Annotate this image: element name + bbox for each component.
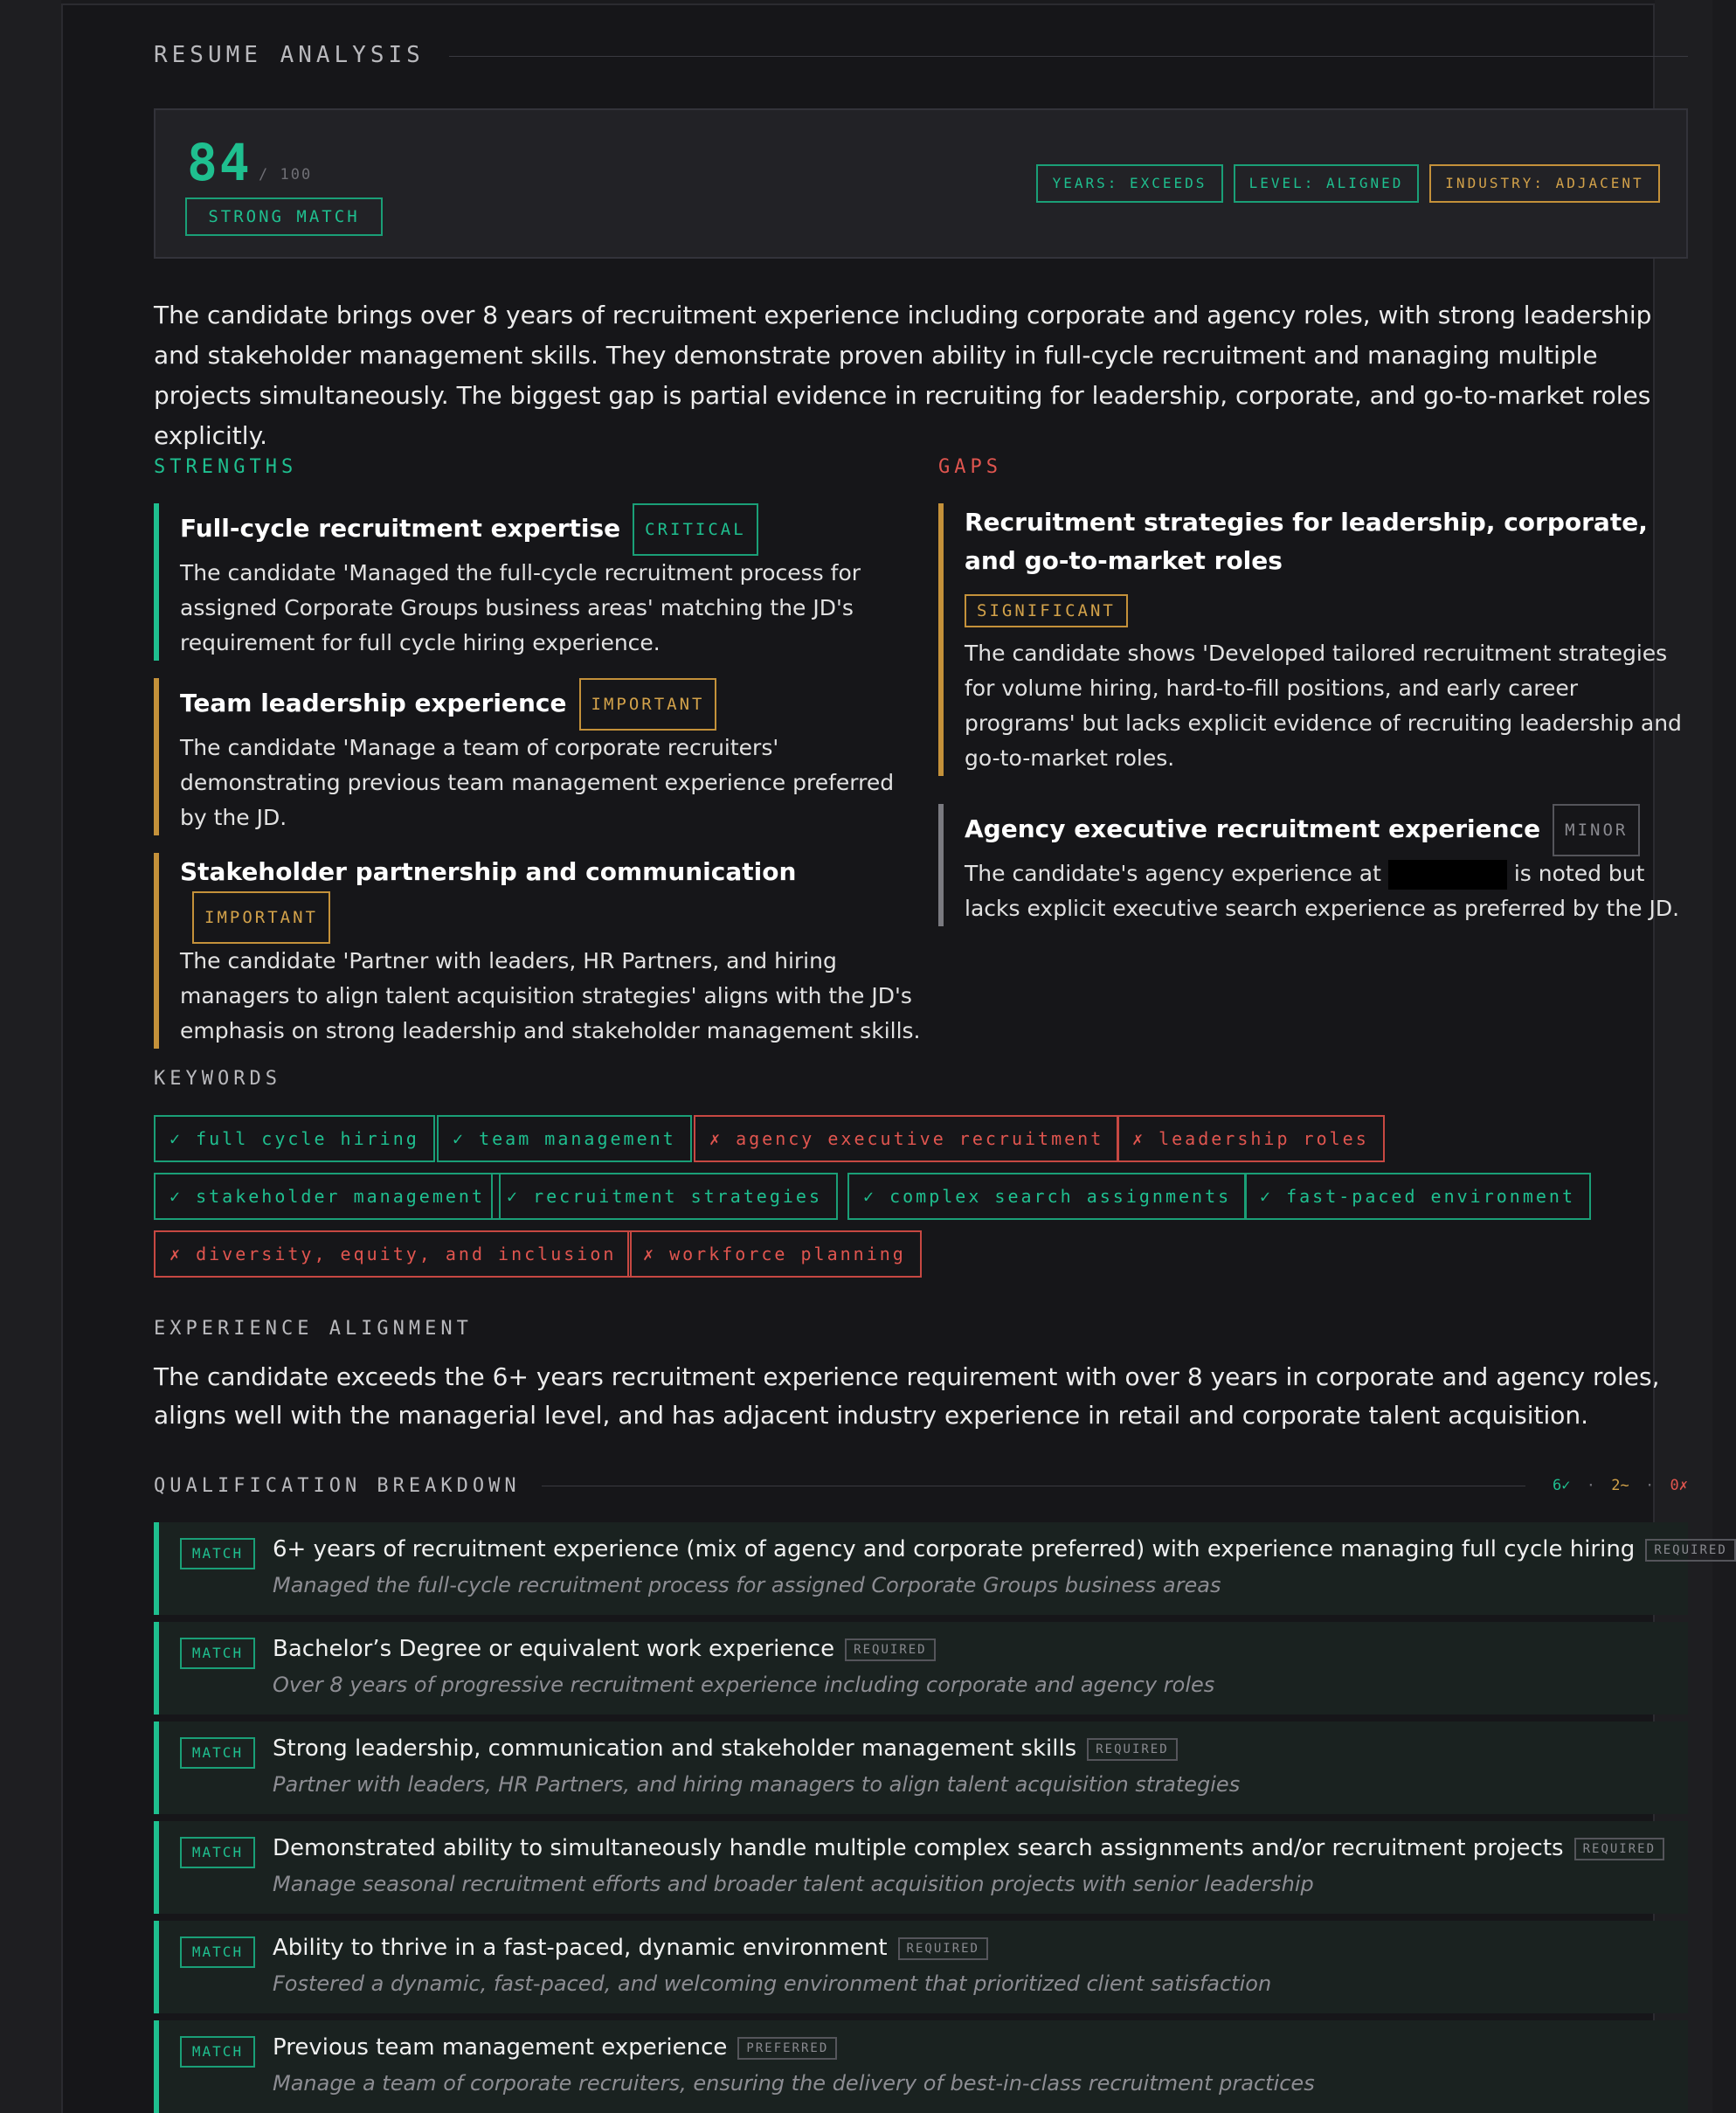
severity-badge: SIGNIFICANT [965,594,1128,627]
qualification-evidence: Manage seasonal recruitment efforts and broader talent acquisition projects with senior leadership [273,1872,1314,1896]
qualification-evidence: Managed the full-cycle recruitment process for assigned Corporate Groups business areas [273,1573,1221,1597]
strength-item [154,678,923,835]
keyword-chip: ✓ full cycle hiring [154,1115,435,1162]
experience-heading: EXPERIENCE ALIGNMENT [154,1318,473,1340]
gap-accent [938,503,944,776]
strength-body: The candidate 'Partner with leaders, HR Partners, and hiring managers to align talent acquisition strategies' aligns with the JD's emphasis on strong leadership and stakeholder management skills. [180,948,921,1043]
requirement-badge: REQUIRED [845,1638,935,1661]
fit-tag-industry: INDUSTRY: ADJACENT [1429,164,1660,203]
qualification-title-text: Bachelor’s Degree or equivalent work experience [273,1636,835,1662]
keyword-chip: ✓ team management [437,1115,692,1162]
qualification-row [154,1921,1688,2013]
requirement-badge: PREFERRED [737,2037,837,2060]
qualification-counts [1553,1477,1688,1494]
strengths-heading: STRENGTHS [154,456,298,478]
requirement-badge: REQUIRED [1087,1738,1177,1761]
match-badge: MATCH [180,1936,255,1968]
strength-title-text: Full-cycle recruitment expertise [180,514,621,543]
gap-item [938,804,1688,926]
fit-tag-level: LEVEL: ALIGNED [1234,164,1419,203]
severity-badge: CRITICAL [633,503,758,556]
requirement-badge: REQUIRED [1645,1539,1735,1562]
analysis-panel [61,3,1727,2113]
qualification-evidence: Fostered a dynamic, fast-paced, and welcoming environment that prioritized client satisfaction [273,1971,1272,1996]
severity-badge: IMPORTANT [192,891,330,944]
gap-title [965,804,1688,856]
strength-title [180,678,923,731]
qualification-title [273,2034,837,2061]
gap-body: The candidate shows 'Developed tailored recruitment strategies for volume hiring, hard-to-fill positions, and early career programs' but lacks explicit evidence of recruiting leadership and go-to-market roles. [965,641,1682,771]
qualification-row [154,1522,1727,1615]
keyword-chip: ✗ workforce planning [627,1230,922,1278]
keyword-chip: ✓ fast-paced environment [1244,1173,1591,1220]
strength-accent [154,503,159,661]
qualification-title-text: Strong leadership, communication and stakeholder management skills [273,1735,1077,1762]
match-badge: MATCH [180,1737,255,1769]
match-badge: MATCH [180,1538,255,1569]
strength-accent [154,853,159,1049]
qualification-row [154,1722,1688,1814]
experience-text: The candidate exceeds the 6+ years recruitment experience requirement with over 8 years in corporate and agency roles, aligns well with the managerial level, and has adjacent industry experience in retail and corporate talent acquisition. [154,1362,1660,1430]
partial-count: 2~ [1611,1477,1629,1494]
qualification-evidence: Manage a team of corporate recruiters, ensuring the delivery of best-in-class recruitment practices [273,2071,1315,2096]
qualification-title-text: 6+ years of recruitment experience (mix of agency and corporate preferred) with experience managing full cycle hiring [273,1536,1636,1562]
title-divider [449,56,1688,57]
missing-count: 0✗ [1670,1477,1688,1494]
strength-title-text: Team leadership experience [180,689,567,717]
qualification-title [273,1536,1736,1562]
gap-body [965,856,1688,926]
keyword-chip: ✗ diversity, equity, and inclusion [154,1230,632,1278]
qualification-title-text: Demonstrated ability to simultaneously handle multiple complex search assignments and/or recruitment projects [273,1835,1564,1861]
gap-title-text: Agency executive recruitment experience [965,814,1541,843]
strength-item [154,853,923,1049]
gaps-heading: GAPS [938,456,1002,478]
strength-item [154,503,923,661]
match-badge: MATCH [180,2036,255,2068]
gap-title: Recruitment strategies for leadership, corporate, and go-to-market roles [965,508,1648,575]
qualification-row [154,1622,1688,1715]
strength-title [180,503,923,556]
requirement-badge: REQUIRED [1574,1838,1664,1860]
gap-body-text: is noted but lacks explicit executive search experience as preferred by the JD. [965,861,1680,921]
strength-body: The candidate 'Manage a team of corporate recruiters' demonstrating previous team management experience preferred by the JD. [180,735,895,830]
keyword-chip: ✓ complex search assignments [847,1173,1247,1220]
match-count: 6✓ [1553,1477,1571,1494]
qualification-evidence: Partner with leaders, HR Partners, and hiring managers to align talent acquisition strategies [273,1772,1241,1797]
qualification-row [154,2020,1688,2113]
count-separator: · [1586,1477,1596,1494]
qualification-title [273,1935,988,1961]
verdict-badge: STRONG MATCH [185,197,383,236]
match-badge: MATCH [180,1638,255,1669]
strength-accent [154,678,159,835]
qualification-heading: QUALIFICATION BREAKDOWN [154,1475,521,1497]
severity-badge: IMPORTANT [579,678,717,731]
strength-title [180,853,923,944]
count-separator: · [1645,1477,1655,1494]
score-max: / 100 [259,166,313,184]
strength-title-text: Stakeholder partnership and communication [180,857,797,886]
gap-accent [938,804,944,926]
keyword-chip: ✗ leadership roles [1117,1115,1385,1162]
score-value: 84 [187,133,252,192]
severity-badge: MINOR [1553,804,1640,856]
qualification-title [273,1835,1664,1861]
requirement-badge: REQUIRED [898,1937,988,1960]
qualification-row [154,1821,1688,1914]
keyword-chip: ✓ stakeholder management [154,1173,501,1220]
keywords-heading: KEYWORDS [154,1068,281,1090]
keyword-chip: ✓ recruitment strategies [491,1173,838,1220]
analysis-summary: The candidate brings over 8 years of recruitment experience including corporate and agency roles, with strong leadership and stakeholder management skills. They demonstrate proven ability in full-cycle recruitment and managing multiple projects simultaneously. The biggest gap is partial evidence in recruiting for leadership, corporate, and go-to-market roles explicitly. [154,301,1652,450]
gap-item [938,503,1688,776]
strength-body: The candidate 'Managed the full-cycle recruitment process for assigned Corporate Groups business areas' matching the JD's requirement for full cycle hiring experience. [180,560,861,655]
qualification-title-text: Previous team management experience [273,2034,728,2061]
page-title: RESUME ANALYSIS [154,42,425,68]
qualification-evidence: Over 8 years of progressive recruitment experience including corporate and agency roles [273,1673,1215,1697]
fit-tag-years: YEARS: EXCEEDS [1036,164,1223,203]
redacted-text [1388,860,1507,890]
qualification-title-text: Ability to thrive in a fast-paced, dynamic environment [273,1935,888,1961]
gap-body-text: The candidate's agency experience at [965,861,1381,886]
qualification-title [273,1636,936,1662]
qualification-title [273,1735,1178,1762]
window-gutter-left [0,0,61,2113]
score-card [154,108,1688,259]
match-badge: MATCH [180,1837,255,1868]
keyword-chip: ✗ agency executive recruitment [694,1115,1119,1162]
